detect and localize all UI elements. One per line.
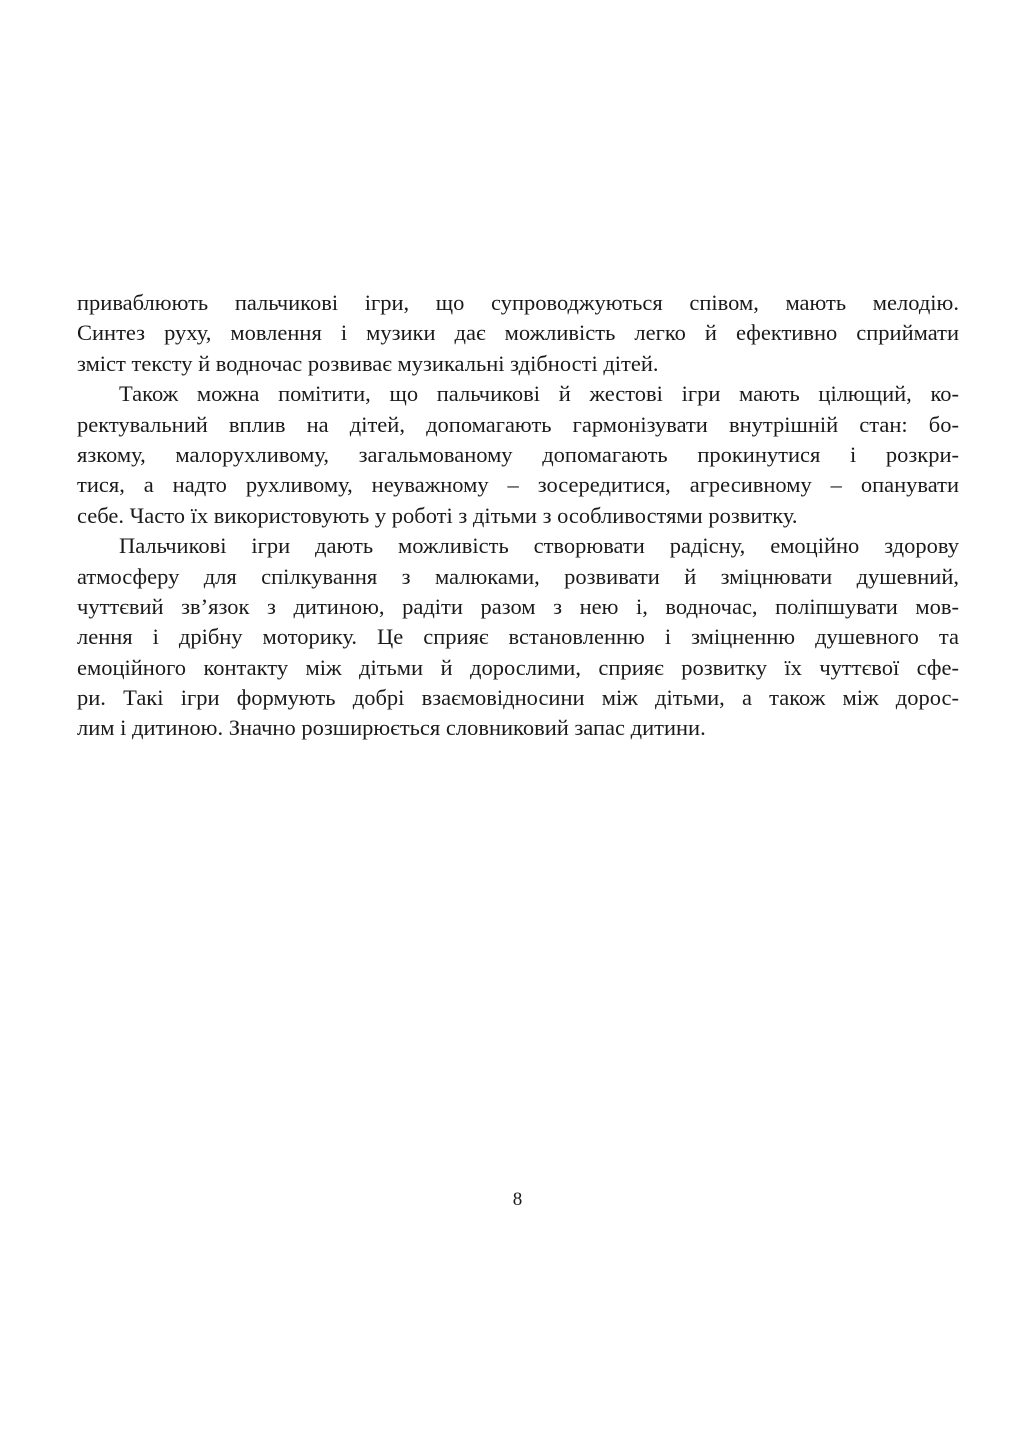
text-line: чуттєвий зв’язок з дитиною, радіти разом з нею і, водночас, поліпшувати мов- xyxy=(77,593,959,619)
text-line: язкому, малорухливому, загальмованому допомагають прокинутися і розкри- xyxy=(77,441,959,467)
text-line: Також можна помітити, що пальчикові й жестові ігри мають цілющий, ко- xyxy=(119,381,959,407)
paragraph-3 xyxy=(77,531,959,744)
text-line: зміст тексту й водночас розвиває музикальні здібності дітей. xyxy=(77,350,659,376)
text-line: тися, а надто рухливому, неуважному – зосередитися, агресивному – опанувати xyxy=(77,472,959,498)
text-line: емоційного контакту між дітьми й дорослими, сприяє розвитку їх чуттєвої сфе- xyxy=(77,654,959,680)
text-line: Синтез руху, мовлення і музики дає можливість легко й ефективно сприймати xyxy=(77,320,959,346)
text-line: себе. Часто їх використовують у роботі з дітьми з особливостями розвитку. xyxy=(77,502,798,528)
text-line: Пальчикові ігри дають можливість створювати радісну, емоційно здорову xyxy=(119,533,959,559)
paragraph-2 xyxy=(77,379,959,531)
text-line: приваблюють пальчикові ігри, що супроводжуються співом, мають мелодію. xyxy=(77,290,959,315)
text-line: ректувальний вплив на дітей, допомагають гармонізувати внутрішній стан: бо- xyxy=(77,411,959,437)
body-text xyxy=(77,288,959,744)
text-line: ри. Такі ігри формують добрі взаємовідносини між дітьми, а також між дорос- xyxy=(77,685,959,711)
text-line: лення і дрібну моторику. Це сприяє встановленню і зміцненню душевного та xyxy=(77,624,959,650)
text-line: лим і дитиною. Значно розширюється словниковий запас дитини. xyxy=(77,715,706,741)
text-line: атмосферу для спілкування з малюками, розвивати й зміцнювати душевний, xyxy=(77,563,959,589)
paragraph-1 xyxy=(77,288,959,379)
page-number: 8 xyxy=(512,1189,523,1210)
